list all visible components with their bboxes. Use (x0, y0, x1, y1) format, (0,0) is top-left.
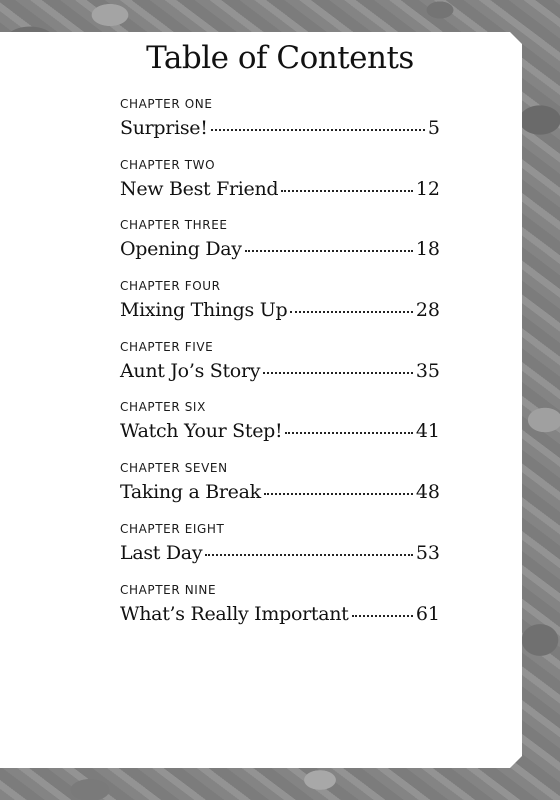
chapter-title: Aunt Jo’s Story (120, 359, 261, 382)
toc-line (120, 419, 440, 443)
toc-entry-3[interactable] (120, 218, 440, 279)
page-number: 35 (415, 359, 440, 382)
toc-entry-6[interactable] (120, 400, 440, 461)
toc-line (120, 359, 440, 383)
dot-leader (281, 190, 413, 192)
chapter-title: Mixing Things Up (120, 299, 288, 322)
chapter-label: CHAPTER FIVE (120, 339, 214, 354)
dot-leader (205, 554, 413, 556)
toc-entry-9[interactable] (120, 583, 440, 644)
toc-line (120, 177, 440, 201)
chapter-title: Surprise! (120, 117, 208, 139)
chapter-title: New Best Friend (120, 177, 279, 200)
table-of-contents (120, 97, 440, 643)
dot-leader (352, 615, 413, 617)
page-number: 18 (415, 238, 440, 261)
chapter-label: CHAPTER ONE (120, 97, 213, 111)
chapter-label: CHAPTER TWO (120, 157, 216, 172)
chapter-label: CHAPTER NINE (120, 582, 217, 597)
toc-line (120, 480, 440, 504)
chapter-title: Last Day (120, 541, 203, 564)
chapter-label: CHAPTER SEVEN (120, 461, 228, 476)
page-title: Table of Contents (146, 40, 414, 76)
chapter-title: Opening Day (120, 238, 242, 261)
chapter-label: CHAPTER FOUR (120, 279, 221, 294)
dot-leader (263, 372, 413, 374)
page-number: 5 (427, 117, 440, 139)
page-number: 61 (415, 602, 440, 625)
page-number: 48 (415, 481, 440, 504)
chapter-label: CHAPTER EIGHT (120, 521, 225, 536)
toc-line (120, 237, 440, 261)
toc-entry-4[interactable] (120, 279, 440, 340)
toc-entry-2[interactable] (120, 158, 440, 219)
dot-leader (264, 493, 413, 495)
toc-line (120, 602, 440, 626)
page-number: 41 (415, 420, 440, 443)
chapter-title: Watch Your Step! (120, 420, 283, 443)
dot-leader (285, 432, 412, 434)
chapter-title: Taking a Break (120, 481, 261, 504)
toc-entry-8[interactable] (120, 522, 440, 583)
toc-entry-5[interactable] (120, 340, 440, 401)
dot-leader (245, 250, 413, 252)
toc-line (120, 298, 440, 322)
toc-line (120, 116, 440, 140)
chapter-title: What’s Really Important (120, 602, 349, 625)
toc-entry-7[interactable] (120, 461, 440, 522)
chapter-label: CHAPTER SIX (120, 400, 206, 415)
chapter-label: CHAPTER THREE (120, 218, 228, 233)
page-number: 28 (415, 299, 440, 322)
toc-entry-1[interactable] (120, 97, 440, 158)
page-number: 53 (415, 541, 440, 564)
dot-leader (290, 311, 412, 313)
page-number: 12 (415, 177, 440, 200)
dot-leader (211, 129, 425, 131)
toc-line (120, 541, 440, 565)
